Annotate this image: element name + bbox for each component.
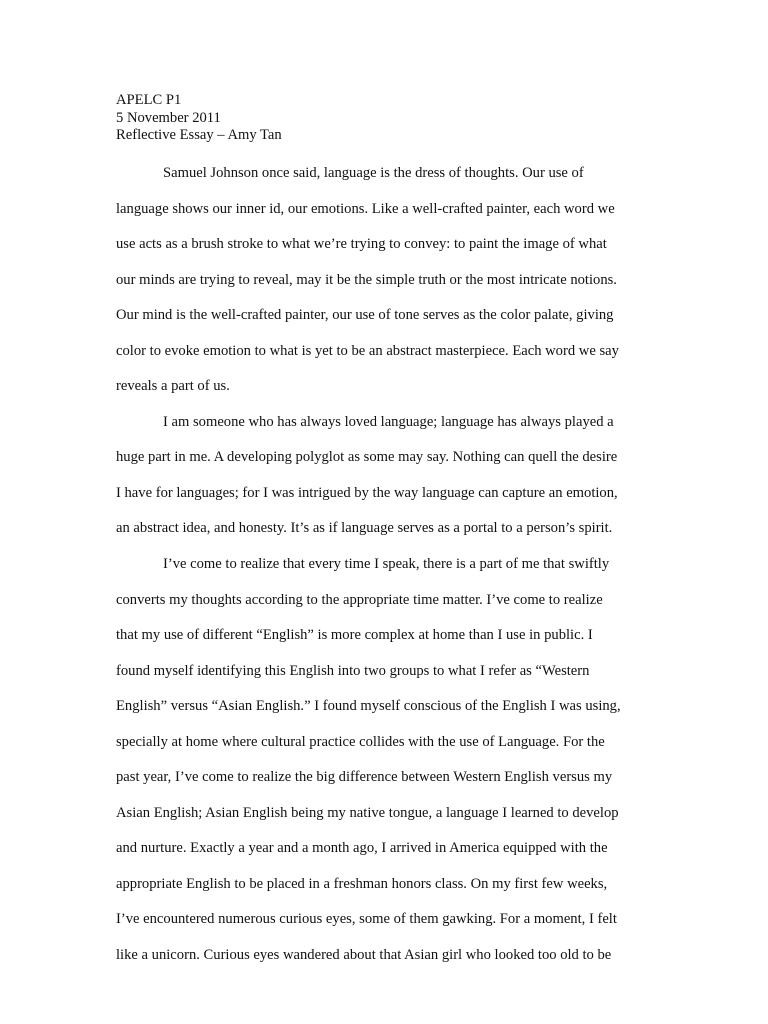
course-line: APELC P1	[116, 92, 182, 108]
paragraph-2-line-4: an abstract idea, and honesty. It’s as if language serves as a portal to a person’s spirit.	[116, 520, 613, 537]
essay-title: Reflective Essay – Amy Tan	[116, 127, 282, 143]
paragraph-3-line-2: converts my thoughts according to the appropriate time matter. I’ve come to realize	[116, 591, 603, 608]
paragraph-3-line-1: I’ve come to realize that every time I speak, there is a part of me that swiftly	[163, 556, 610, 573]
paragraph-3-line-5: English” versus “Asian English.” I found myself conscious of the English I was using,	[116, 698, 621, 715]
paragraph-3-line-8: Asian English; Asian English being my native tongue, a language I learned to develop	[116, 804, 619, 821]
paragraph-3-line-3: that my use of different “English” is more complex at home than I use in public. I	[116, 627, 593, 644]
paragraph-3-line-10: appropriate English to be placed in a freshman honors class. On my first few weeks,	[116, 875, 608, 892]
paragraph-1-line-1: Samuel Johnson once said, language is the dress of thoughts. Our use of	[163, 165, 584, 181]
paragraph-3-line-11: I’ve encountered numerous curious eyes, some of them gawking. For a moment, I felt	[116, 911, 617, 928]
paragraph-1-line-7: reveals a part of us.	[116, 378, 230, 395]
paragraph-1-line-2: language shows our inner id, our emotions. Like a well-crafted painter, each word we	[116, 200, 615, 217]
paragraph-1-line-4: our minds are trying to reveal, may it be the simple truth or the most intricate notions.	[116, 271, 617, 288]
paragraph-1-line-3: use acts as a brush stroke to what we’re trying to convey: to paint the image of what	[116, 236, 607, 253]
paragraph-3-line-4: found myself identifying this English into two groups to what I refer as “Western	[116, 662, 590, 679]
essay-body	[116, 163, 656, 981]
paragraph-2-line-2: huge part in me. A developing polyglot as some may say. Nothing can quell the desire	[116, 449, 618, 466]
paragraph-2-line-3: I have for languages; for I was intrigued by the way language can capture an emotion,	[116, 484, 618, 501]
essay-header	[116, 92, 282, 145]
paragraph-3-line-9: and nurture. Exactly a year and a month ago, I arrived in America equipped with the	[116, 840, 608, 857]
paragraph-1-line-6: color to evoke emotion to what is yet to be an abstract masterpiece. Each word we say	[116, 342, 619, 359]
paragraph-2-line-1: I am someone who has always loved language; language has always played a	[163, 413, 614, 430]
paragraph-3-line-6: specially at home where cultural practice collides with the use of Language. For the	[116, 733, 605, 750]
paragraph-1-line-5: Our mind is the well-crafted painter, our use of tone serves as the color palate, giving	[116, 307, 614, 324]
paragraph-3-line-12: like a unicorn. Curious eyes wandered about that Asian girl who looked too old to be	[116, 947, 612, 964]
date-line: 5 November 2011	[116, 109, 221, 126]
paragraph-3-line-7: past year, I’ve come to realize the big difference between Western English versus my	[116, 769, 613, 786]
